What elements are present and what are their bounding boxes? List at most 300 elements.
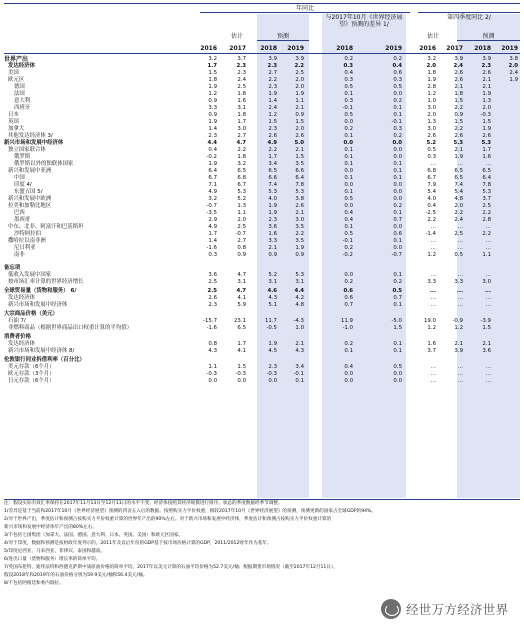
row-value: ... (485, 224, 491, 230)
row-value: 2.0 (237, 217, 246, 223)
row-value: 1.9 (268, 341, 277, 347)
row-value: 2.8 (427, 84, 436, 90)
header-diff-title (322, 14, 406, 28)
row-value: 1.9 (295, 91, 304, 97)
row-label: 德国 (14, 84, 25, 90)
row-label: 中国 (14, 175, 25, 181)
row-value: 5.3 (453, 140, 463, 146)
row-value: 2.4 (509, 70, 518, 76)
row-value: 1.5 (268, 119, 277, 125)
row-value: 6.6 (268, 175, 277, 181)
row-value: 1.3 (427, 119, 436, 125)
row-value: 1.6 (427, 341, 436, 347)
table-row (0, 147, 524, 154)
row-value: 1.9 (268, 210, 277, 216)
footnote: 1/差异是基于当前和2017年10月《世界经济展望》预测的四舍五入后的数据。按照购买力平价权重，相较2017年10月《世界经济展望》的预测，预测更新的国家占全球GDP的94%。 (4, 509, 377, 514)
header-bottom-rule (4, 53, 520, 54)
row-label: 世界产出 (4, 56, 29, 63)
row-label: 沙特阿拉伯 (14, 231, 41, 237)
table-row (0, 265, 524, 272)
row-value: 1.1 (208, 364, 217, 370)
table-row (0, 133, 524, 140)
table-row (0, 238, 524, 245)
row-value: 3.0 (482, 279, 491, 285)
row-value: 7.4 (268, 182, 277, 188)
row-value: 0.5 (454, 252, 463, 258)
row-value: 0.2 (344, 279, 353, 285)
table-row (0, 126, 524, 133)
row-value: 1.2 (427, 91, 436, 97)
table-row (0, 252, 524, 259)
table-row (0, 311, 524, 318)
row-value: 0.7 (393, 217, 402, 223)
row-value: 6.4 (295, 175, 304, 181)
row-value: ... (485, 245, 491, 251)
row-value: 1.8 (454, 91, 463, 97)
row-value: 2.2 (268, 147, 277, 153)
row-value: 3.1 (295, 279, 304, 285)
row-value: 1.5 (208, 70, 217, 76)
row-value: 2.6 (208, 295, 217, 301)
row-label: 西班牙 (14, 105, 31, 111)
row-value: 3.0 (295, 217, 304, 223)
table-row (0, 288, 524, 295)
row-value: 1.8 (208, 77, 217, 83)
row-label: 南非 (14, 252, 25, 258)
row-value: 4.6 (267, 288, 277, 294)
row-value: 0.3 (393, 77, 402, 83)
table-row (0, 325, 524, 332)
row-value: -0.3 (235, 371, 246, 377)
row-value: 3.8 (509, 56, 518, 62)
row-value: 0.1 (344, 189, 353, 195)
row-value: ... (485, 378, 491, 384)
row-value: 0.3 (427, 154, 436, 160)
row-value: 2.0 (427, 112, 436, 118)
row-label: 尼日利亚 (14, 245, 36, 251)
row-label: 撒哈拉以南非洲 (8, 238, 46, 244)
row-value: 2.3 (208, 302, 217, 308)
row-value: 3.6 (482, 348, 491, 354)
row-value: 2.2 (295, 231, 304, 237)
row-value: 6.5 (237, 168, 246, 174)
row-value: 5.3 (268, 189, 277, 195)
row-label: 俄罗斯以外的独联体国家 (14, 161, 74, 167)
row-value: 1.9 (509, 77, 518, 83)
row-value: 0.1 (295, 378, 304, 384)
row-value: 0.0 (392, 140, 402, 146)
row-value: -15.7 (203, 318, 217, 324)
row-value: 1.7 (482, 147, 491, 153)
row-value: -1.4 (425, 231, 436, 237)
table-row (0, 168, 524, 175)
table-row (0, 364, 524, 371)
header-rule-forecast (257, 40, 309, 41)
row-value: 6.4 (482, 175, 491, 181)
header-forecast-q4: 预测 (482, 33, 495, 40)
row-value: 1.8 (237, 91, 246, 97)
footnote: 5/印度尼西亚、马来西亚、菲律宾、泰国和越南。 (4, 549, 105, 554)
row-value: 1.4 (268, 98, 277, 104)
row-value: 1.9 (482, 91, 491, 97)
row-value: 2.0 (295, 84, 304, 90)
row-value: 5.2 (268, 272, 277, 278)
table-row (0, 154, 524, 161)
row-value: ... (485, 272, 491, 278)
row-value: 2.0 (295, 126, 304, 132)
row-value: 0.0 (393, 91, 402, 97)
row-value: 2.1 (454, 341, 463, 347)
table-row (0, 272, 524, 279)
row-label: 欧元区 (8, 77, 25, 83)
row-value: 4.7 (236, 288, 246, 294)
row-value: 0.3 (208, 252, 217, 258)
row-value: 7.1 (208, 182, 217, 188)
row-value: ... (430, 238, 436, 244)
header-diff-title-text: 与2017年10月《世界经济展望》预测的差异 1/ (325, 14, 403, 28)
footnote: 8/不包括阿根廷和委内瑞拉。 (4, 581, 64, 586)
table-row (0, 175, 524, 182)
row-value: 0.9 (208, 98, 217, 104)
row-value: 2.3 (236, 63, 246, 69)
row-label: 全球贸易量（货物和服务） 6/ (4, 288, 77, 294)
header-year: 2018 (260, 45, 277, 52)
row-label: 印度 4/ (14, 182, 32, 188)
row-value: ... (485, 302, 491, 308)
watermark-text: 经世万方经济世界 (406, 602, 509, 617)
row-value: 3.6 (268, 224, 277, 230)
row-value: 0.7 (393, 295, 402, 301)
row-value: 4.4 (294, 288, 304, 294)
row-value: 2.9 (208, 217, 217, 223)
row-value: 3.3 (427, 279, 436, 285)
row-value: 3.2 (237, 161, 246, 167)
row-value: 3.2 (208, 196, 217, 202)
row-value: 2.7 (237, 238, 246, 244)
row-value: 3.9 (482, 56, 491, 62)
header-rule-q4 (418, 12, 520, 13)
row-value: 6.5 (268, 168, 277, 174)
row-label: 加拿大 (8, 126, 25, 132)
row-value: 6.8 (237, 175, 246, 181)
row-value: -0.9 (452, 318, 463, 324)
row-value: 4.3 (295, 348, 304, 354)
footnote: 3/不包括七国集团（加拿大、法国、德国、意大利、日本、英国、美国）和欧元区国家。 (4, 533, 184, 538)
row-value: 3.4 (295, 364, 304, 370)
row-value: 0.0 (393, 147, 402, 153)
row-value: -0.3 (206, 371, 217, 377)
row-value: -0.3 (266, 371, 277, 377)
row-value: 4.1 (237, 348, 246, 354)
row-value: 0.1 (393, 168, 402, 174)
row-value: 0.1 (344, 154, 353, 160)
row-value: 2.2 (427, 217, 436, 223)
row-value: 7.4 (454, 182, 463, 188)
row-value: -0.1 (342, 105, 353, 111)
row-value: 2.5 (454, 231, 463, 237)
row-value: 0.2 (344, 341, 353, 347)
row-value: 1.6 (237, 98, 246, 104)
row-value: ... (457, 245, 463, 251)
row-label: 日元存款（6个月） (8, 378, 55, 384)
table-row (0, 302, 524, 309)
row-value: 0.9 (295, 252, 304, 258)
header-rule-yoy (200, 12, 410, 13)
row-value: 3.3 (268, 238, 277, 244)
row-value: ... (456, 288, 463, 294)
row-value: -0.2 (206, 154, 217, 160)
row-value: 2.1 (295, 147, 304, 153)
row-value: 0.1 (393, 272, 402, 278)
row-value: 0.1 (393, 341, 402, 347)
row-value: 0.4 (392, 63, 402, 69)
row-value: 0.1 (344, 133, 353, 139)
row-value: 2.2 (294, 63, 304, 69)
row-value: 4.8 (454, 196, 463, 202)
row-label: 新兴和发展中亚洲 (8, 168, 52, 174)
header-estimate: 估计 (230, 33, 243, 40)
row-value: 7.8 (482, 182, 491, 188)
row-value: 2.6 (268, 133, 277, 139)
row-value: 23.1 (233, 318, 246, 324)
header-forecast: 预测 (276, 33, 289, 40)
row-value: 1.0 (295, 325, 304, 331)
footnote: 2/对于世界产出，季度估计和预测占按购买力平价权重计算的世界年产出的90%左右。对于新兴市场和发展中经济体，季度估计和预测占按购买力平价权重计算的 (4, 517, 332, 522)
row-value: -3.5 (206, 210, 217, 216)
header-year: 2018 (336, 45, 353, 52)
row-value: 3.1 (268, 279, 277, 285)
wechat-logo-icon (381, 599, 401, 619)
row-value: 0.0 (393, 154, 402, 160)
header-yoy-title: 年同比 (295, 5, 314, 12)
row-value: 6.5 (454, 168, 463, 174)
row-value: 2.2 (268, 77, 277, 83)
row-value: 2.5 (208, 279, 217, 285)
row-label: 按市场汇率计算的世界经济增长 (8, 279, 84, 285)
row-value: 5.3 (237, 189, 246, 195)
row-value: -0.5 (266, 325, 277, 331)
row-label: 非燃料商品（根据世界商品出口权重计算的平均值） (8, 325, 132, 331)
row-value: 1.9 (454, 154, 463, 160)
row-value: 2.3 (268, 126, 277, 132)
table-row (0, 63, 524, 70)
table-row (0, 203, 524, 210)
row-value: 1.5 (393, 325, 402, 331)
row-value: 2.3 (237, 70, 246, 76)
row-value: 1.7 (237, 341, 246, 347)
row-value: 2.4 (237, 77, 246, 83)
row-value: 2.0 (482, 105, 491, 111)
row-value: 0.0 (344, 182, 353, 188)
row-value: 7.8 (295, 182, 304, 188)
row-value: 5.4 (454, 189, 463, 195)
row-value: 0.1 (393, 302, 402, 308)
row-label: 俄罗斯 (14, 154, 31, 160)
row-value: 1.7 (207, 63, 217, 69)
row-value: 6.8 (427, 168, 436, 174)
footnote: 新兴市场和发展中经济体年产出的80%左右。 (4, 525, 97, 530)
row-value: 0.1 (393, 238, 402, 244)
table-row (0, 140, 524, 147)
row-value: ... (429, 288, 436, 294)
row-value: 2.1 (454, 84, 463, 90)
table-row (0, 279, 524, 286)
footnotes (4, 500, 520, 588)
row-value: 1.5 (237, 364, 246, 370)
row-label: 法国 (14, 91, 25, 97)
row-value: 6.7 (237, 182, 246, 188)
header-q4-title: 第四季度同比 2/ (447, 14, 491, 21)
row-value: 4.9 (208, 224, 217, 230)
row-value: 0.3 (344, 77, 353, 83)
row-value: 7.9 (427, 182, 436, 188)
row-value: 3.2 (427, 56, 436, 62)
table-row (0, 348, 524, 355)
row-value: 0.6 (393, 70, 402, 76)
row-value: 19.0 (423, 318, 436, 324)
row-value: -1.6 (206, 245, 217, 251)
row-value: 0.9 (208, 112, 217, 118)
row-value: 0.9 (454, 112, 463, 118)
row-value: -0.1 (342, 238, 353, 244)
row-value: 3.0 (237, 126, 246, 132)
row-value: 1.7 (268, 154, 277, 160)
row-label: 意大利 (14, 98, 31, 104)
row-value: 3.5 (295, 224, 304, 230)
header-year: 2016 (419, 45, 436, 52)
table-row (0, 91, 524, 98)
footnote: 4/对于印度，数据和预测是按财政年度列示的，2011年及以后年份的GDP基于按市场价格计算的GDP，2011/2012财年作为基年。 (4, 541, 272, 546)
row-value: 2.3 (481, 63, 491, 69)
row-value: 2.8 (482, 217, 491, 223)
row-value: 2.1 (295, 210, 304, 216)
row-value: -4.3 (293, 318, 304, 324)
row-value: 4.7 (236, 140, 246, 146)
row-label: 美元存款（6个月） (8, 364, 55, 370)
row-value: 1.7 (208, 231, 217, 237)
row-value: 1.1 (482, 252, 491, 258)
row-value: 0.4 (427, 203, 436, 209)
row-value: 0.6 (343, 288, 353, 294)
row-value: 0.1 (393, 161, 402, 167)
row-label: 消费者价格 (4, 334, 31, 340)
row-value: 0.2 (344, 245, 353, 251)
row-value: 0.5 (344, 231, 353, 237)
row-value: 0.0 (344, 378, 353, 384)
row-value: 0.2 (393, 133, 402, 139)
header-year: 2018 (474, 45, 491, 52)
row-value: 3.9 (454, 56, 463, 62)
row-value: 0.2 (393, 279, 402, 285)
row-value: -5.0 (391, 318, 402, 324)
row-label: 备忘项 (4, 265, 21, 271)
row-value: ... (457, 364, 463, 370)
row-value: 5.3 (295, 189, 304, 195)
table-row (0, 77, 524, 84)
watermark (381, 596, 508, 622)
row-value: ... (457, 378, 463, 384)
row-value: 0.0 (393, 224, 402, 230)
row-value: 0.1 (393, 210, 402, 216)
table-row (0, 334, 524, 341)
row-label: 东盟五国 5/ (14, 189, 43, 195)
row-value: 3.5 (295, 161, 304, 167)
row-value: 0.1 (344, 161, 353, 167)
row-value: 3.3 (208, 105, 217, 111)
row-value: 0.3 (343, 63, 353, 69)
row-value: -1.0 (342, 325, 353, 331)
row-value: 2.6 (295, 133, 304, 139)
row-value: 6.4 (208, 168, 217, 174)
row-label: 低收入发展中国家 (8, 272, 52, 278)
row-value: ... (457, 295, 463, 301)
row-value: 4.0 (268, 196, 277, 202)
row-value: 1.4 (208, 238, 217, 244)
row-value: ... (430, 295, 436, 301)
row-value: 0.4 (344, 70, 353, 76)
row-value: 2.5 (237, 84, 246, 90)
header-year: 2019 (287, 45, 304, 52)
row-label: 新兴市场和发展中经济体 (8, 302, 68, 308)
header-top-rule (4, 3, 520, 4)
row-value: 0.0 (344, 168, 353, 174)
row-value: 0.2 (393, 203, 402, 209)
row-value: 6.5 (237, 325, 246, 331)
row-value: 2.4 (268, 105, 277, 111)
row-value: 4.9 (208, 189, 217, 195)
row-value: 0.1 (393, 112, 402, 118)
row-value: 1.4 (208, 126, 217, 132)
row-value: 2.4 (454, 217, 463, 223)
row-value: ... (457, 224, 463, 230)
row-value: 5.1 (268, 302, 277, 308)
row-value: 4.8 (295, 302, 304, 308)
row-value: 3.7 (237, 56, 246, 62)
row-value: 2.2 (454, 105, 463, 111)
row-label: 英国 (8, 119, 19, 125)
row-value: 1.2 (427, 252, 436, 258)
table-row (0, 224, 524, 231)
row-value: 0.4 (208, 147, 217, 153)
row-value: 3.6 (208, 272, 217, 278)
row-value: ... (457, 238, 463, 244)
row-value: 2.6 (482, 133, 491, 139)
row-value: 5.3 (481, 140, 491, 146)
row-label: 日本 (8, 112, 19, 118)
table-row (0, 318, 524, 325)
row-value: 2.1 (295, 341, 304, 347)
row-value: 2.1 (482, 341, 491, 347)
table-row (0, 245, 524, 252)
row-label: 其他发达经济体 3/ (8, 133, 53, 139)
row-value: 3.1 (237, 279, 246, 285)
row-value: 0.0 (208, 378, 217, 384)
row-value: 3.0 (427, 105, 436, 111)
row-value: 2.0 (426, 63, 436, 69)
row-value: 1.6 (482, 154, 491, 160)
row-value: ... (485, 161, 491, 167)
row-value: 1.0 (427, 98, 436, 104)
row-value: ... (430, 378, 436, 384)
row-value: 2.5 (207, 288, 217, 294)
row-value: 1.5 (295, 119, 304, 125)
row-value: 2.3 (208, 133, 217, 139)
row-label: 中东、北非、阿富汗和巴基斯坦 (8, 224, 84, 230)
row-value: 0.0 (344, 119, 353, 125)
row-value: 0.2 (344, 56, 353, 62)
row-value: -2.5 (425, 210, 436, 216)
row-value: ... (457, 302, 463, 308)
